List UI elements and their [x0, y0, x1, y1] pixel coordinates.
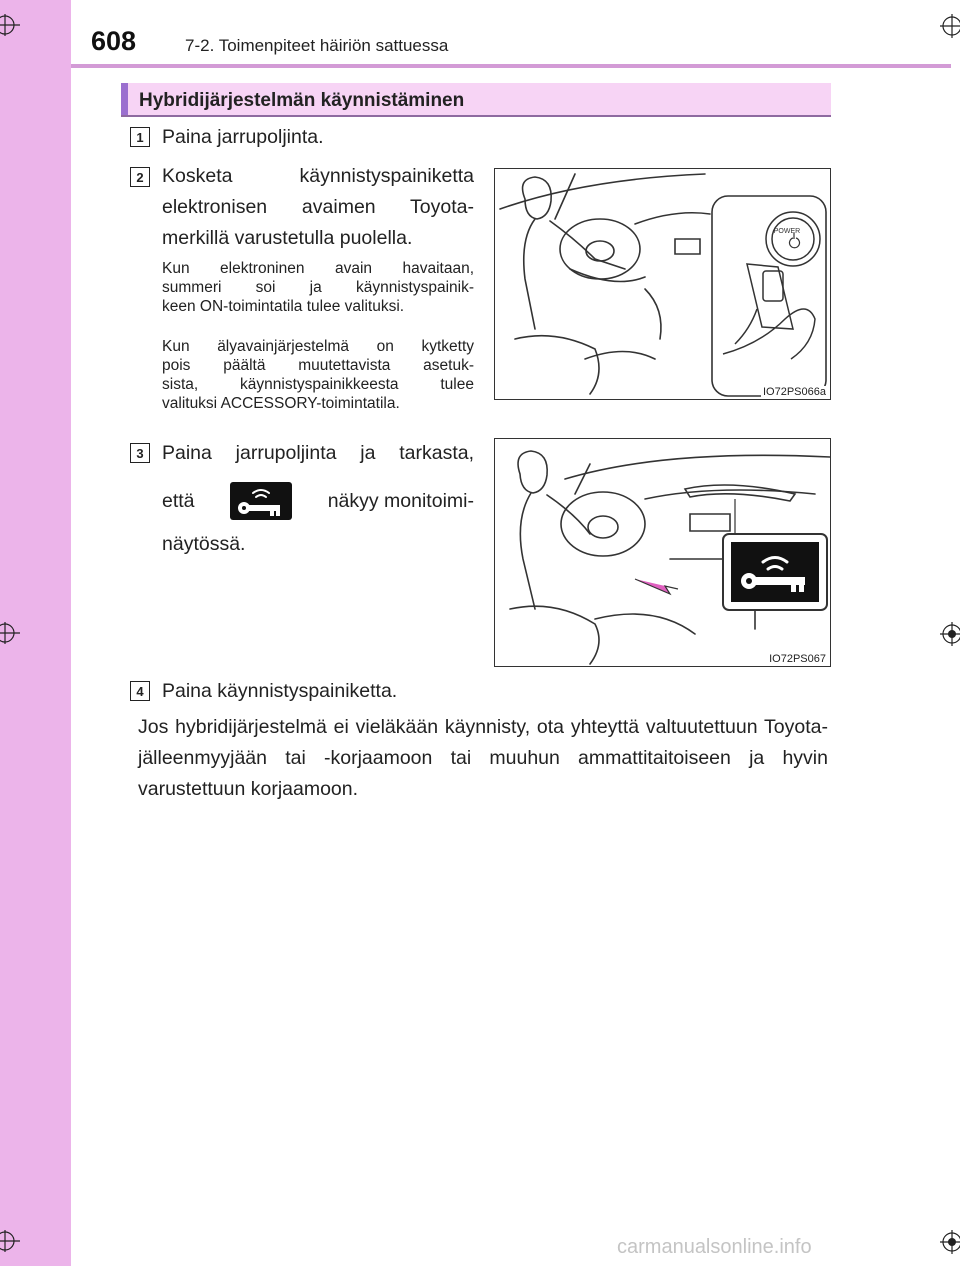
step-2-note-2 — [162, 337, 474, 413]
figure-monitor-indicator — [494, 438, 831, 667]
figure-code: IO72PS066a — [763, 386, 826, 398]
note-line: Kun elektroninen avain havaitaan, — [162, 260, 474, 277]
driver-brake-illustration — [495, 439, 831, 667]
note-line: summeri soi ja käynnistyspainik- — [162, 279, 474, 296]
step-2-line: elektronisen avaimen Toyota- — [162, 196, 474, 218]
note-line: keen ON-toimintatila tulee valituksi. — [162, 298, 405, 315]
page-number: 608 — [91, 26, 137, 56]
step-badge-1: 1 — [130, 127, 150, 147]
step-badge-4: 4 — [130, 681, 150, 701]
power-button-label: POWER — [773, 228, 801, 235]
registration-mark-icon — [0, 1228, 26, 1254]
section-accent — [121, 83, 128, 115]
note-line: Kun älyavainjärjestelmä on kytketty — [162, 338, 474, 355]
final-paragraph: Jos hybridijärjestelmä ei vieläkään käynnisty, ota yhteyttä valtuutettuun Toyota-jälleenmyyjään tai -korjaamoon tai muuhun ammattitaitoiseen ja hyvin varustettuun korjaamoon. — [138, 716, 828, 800]
registration-mark-icon — [0, 12, 26, 38]
chapter-title: 7-2. Toimenpiteet häiriön sattuessa — [185, 36, 449, 55]
step-2-line: Kosketa käynnistyspainiketta — [162, 165, 474, 187]
arrow-icon — [635, 579, 678, 594]
step-3-text — [162, 438, 474, 560]
registration-mark-icon — [936, 1228, 960, 1256]
step-3-word: että — [162, 489, 195, 512]
driver-touching-key-illustration — [495, 169, 831, 400]
figure-power-button — [494, 168, 831, 400]
step-badge-3: 3 — [130, 443, 150, 463]
step-2-text — [162, 161, 474, 254]
step-3-line-with-icon — [162, 479, 474, 523]
registration-mark-icon — [936, 12, 960, 40]
step-3-line: Paina jarrupoljinta ja tarkasta, — [162, 442, 474, 464]
registration-mark-icon — [936, 620, 960, 648]
note-line: valituksi ACCESSORY-toimintatila. — [162, 395, 400, 412]
step-2-line: merkillä varustetulla puolella. — [162, 227, 413, 249]
key-indicator-icon — [230, 482, 292, 520]
section-title: Hybridijärjestelmän käynnistäminen — [139, 90, 465, 111]
step-1-text: Paina jarrupoljinta. — [162, 126, 324, 148]
step-3-line: näytössä. — [162, 533, 246, 555]
registration-mark-icon — [0, 620, 26, 646]
step-3-word: näkyy monitoimi- — [327, 489, 474, 512]
step-2-note-1 — [162, 259, 474, 316]
watermark: carmanualsonline.info — [617, 1236, 812, 1258]
step-4-text: Paina käynnistyspainiketta. — [162, 680, 398, 702]
note-line: pois päältä muutettavista asetuk- — [162, 357, 474, 374]
note-line: sista, käynnistyspainikkeesta tulee — [162, 376, 474, 393]
section-title-bar — [121, 83, 831, 117]
step-badge-2: 2 — [130, 167, 150, 187]
figure-code: IO72PS067 — [769, 653, 826, 665]
header-rule — [71, 64, 951, 68]
